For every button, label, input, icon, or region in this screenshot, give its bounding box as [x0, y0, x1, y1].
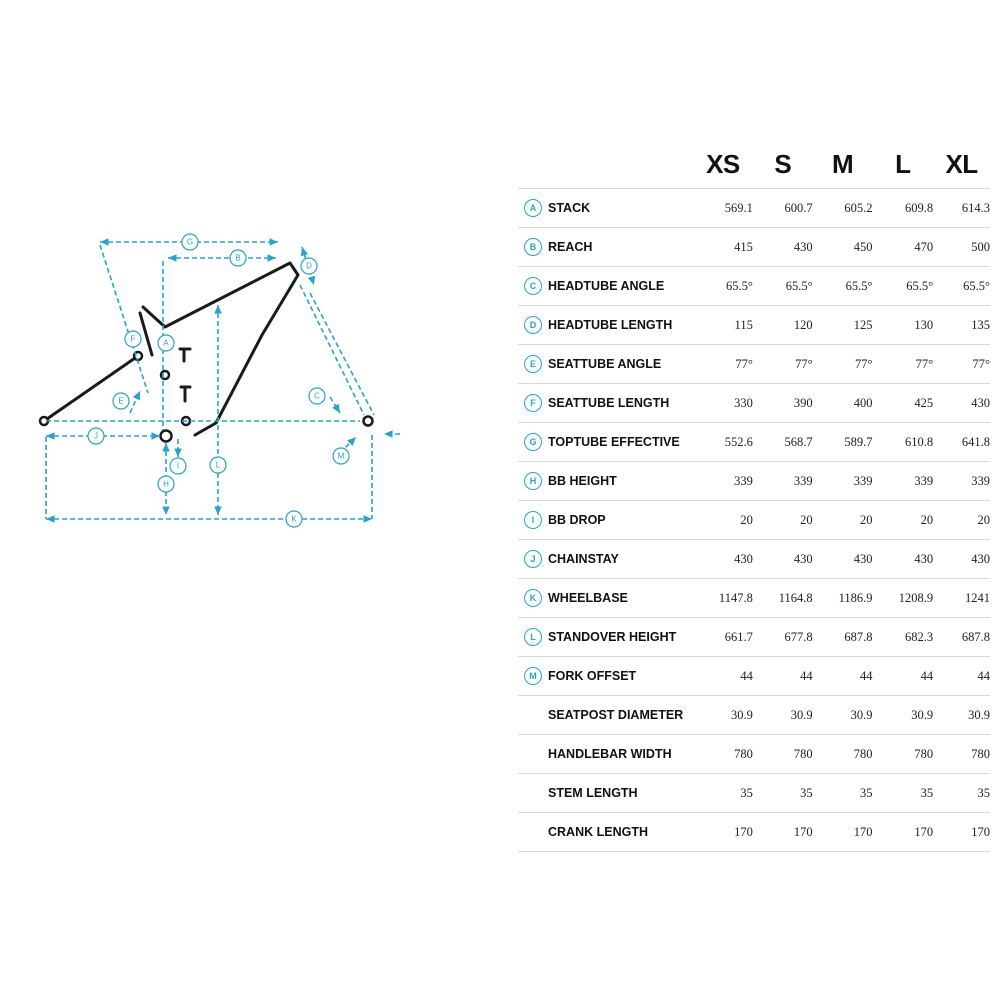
svg-text:M: M	[337, 451, 345, 461]
row-value: 780	[753, 735, 813, 774]
row-label: HANDLEBAR WIDTH	[548, 735, 693, 774]
row-badge-cell	[518, 345, 548, 384]
table-row	[518, 501, 990, 540]
row-label: FORK OFFSET	[548, 657, 693, 696]
dimension-label-h	[158, 476, 174, 492]
table-row	[518, 579, 990, 618]
row-letter-badge	[525, 784, 541, 800]
row-badge-cell	[518, 306, 548, 345]
row-value: 30.9	[753, 696, 813, 735]
row-value: 77°	[933, 345, 990, 384]
row-letter-badge: I	[524, 511, 542, 529]
table-row	[518, 735, 990, 774]
row-value: 780	[693, 735, 753, 774]
row-value: 170	[753, 813, 813, 852]
size-header-s: S	[774, 148, 792, 179]
frame-geometry-diagram	[30, 225, 410, 535]
row-value: 20	[933, 501, 990, 540]
row-value: 35	[693, 774, 753, 813]
row-value: 35	[753, 774, 813, 813]
row-badge-cell	[518, 423, 548, 462]
row-value: 390	[753, 384, 813, 423]
table-row	[518, 696, 990, 735]
row-value: 569.1	[693, 189, 753, 228]
dimension-label-b	[230, 250, 246, 266]
row-value: 77°	[813, 345, 873, 384]
row-value: 780	[933, 735, 990, 774]
row-label: STANDOVER HEIGHT	[548, 618, 693, 657]
row-label: SEATPOST DIAMETER	[548, 696, 693, 735]
row-value: 430	[753, 228, 813, 267]
row-letter-badge: K	[524, 589, 542, 607]
badge-header-cell	[518, 140, 548, 189]
row-label: CHAINSTAY	[548, 540, 693, 579]
table-row	[518, 345, 990, 384]
row-badge-cell	[518, 774, 548, 813]
dimension-label-f	[125, 331, 141, 347]
row-value: 605.2	[813, 189, 873, 228]
row-value: 30.9	[933, 696, 990, 735]
row-value: 130	[872, 306, 933, 345]
svg-text:A: A	[163, 338, 169, 348]
svg-text:H: H	[163, 479, 169, 489]
row-value: 1186.9	[813, 579, 873, 618]
row-letter-badge: J	[524, 550, 542, 568]
table-row	[518, 384, 990, 423]
row-value: 450	[813, 228, 873, 267]
row-value: 609.8	[872, 189, 933, 228]
row-value: 77°	[693, 345, 753, 384]
row-value: 30.9	[813, 696, 873, 735]
row-badge-cell	[518, 540, 548, 579]
row-label: WHEELBASE	[548, 579, 693, 618]
row-value: 65.5°	[813, 267, 873, 306]
row-value: 339	[813, 462, 873, 501]
row-label: BB DROP	[548, 501, 693, 540]
row-value: 661.7	[693, 618, 753, 657]
row-value: 44	[813, 657, 873, 696]
row-value: 115	[693, 306, 753, 345]
dimension-lines	[46, 242, 400, 519]
row-badge-cell	[518, 189, 548, 228]
svg-text:J: J	[94, 431, 98, 441]
row-value: 1208.9	[872, 579, 933, 618]
row-letter-badge: H	[524, 472, 542, 490]
row-value: 339	[693, 462, 753, 501]
table-row	[518, 267, 990, 306]
row-badge-cell	[518, 267, 548, 306]
row-label: REACH	[548, 228, 693, 267]
row-value: 400	[813, 384, 873, 423]
row-letter-badge: F	[524, 394, 542, 412]
row-letter-badge	[525, 745, 541, 761]
row-value: 682.3	[872, 618, 933, 657]
geometry-table	[518, 140, 990, 852]
row-value: 568.7	[753, 423, 813, 462]
size-header-xs: XS	[706, 148, 740, 179]
row-letter-badge: B	[524, 238, 542, 256]
row-value: 339	[753, 462, 813, 501]
row-value: 170	[813, 813, 873, 852]
dimension-label-e	[113, 393, 129, 409]
row-letter-badge	[525, 706, 541, 722]
table-row	[518, 228, 990, 267]
row-label: HEADTUBE LENGTH	[548, 306, 693, 345]
row-value: 430	[693, 540, 753, 579]
row-badge-cell	[518, 228, 548, 267]
row-value: 600.7	[753, 189, 813, 228]
row-value: 44	[693, 657, 753, 696]
row-value: 77°	[753, 345, 813, 384]
svg-text:F: F	[130, 334, 136, 344]
row-badge-cell	[518, 579, 548, 618]
table-row	[518, 813, 990, 852]
svg-text:E: E	[118, 396, 124, 406]
row-letter-badge: M	[524, 667, 542, 685]
row-value: 20	[872, 501, 933, 540]
svg-text:I: I	[176, 461, 180, 471]
row-value: 35	[933, 774, 990, 813]
row-value: 35	[872, 774, 933, 813]
row-value: 170	[872, 813, 933, 852]
row-badge-cell	[518, 462, 548, 501]
row-value: 589.7	[813, 423, 873, 462]
row-value: 330	[693, 384, 753, 423]
table-row	[518, 462, 990, 501]
dimension-label-a	[158, 335, 174, 351]
svg-text:L: L	[215, 460, 221, 470]
size-header-row	[518, 140, 990, 189]
row-value: 120	[753, 306, 813, 345]
row-value: 125	[813, 306, 873, 345]
row-value: 430	[933, 384, 990, 423]
row-value: 610.8	[872, 423, 933, 462]
table-row	[518, 618, 990, 657]
row-value: 44	[872, 657, 933, 696]
row-value: 35	[813, 774, 873, 813]
dimension-label-g	[182, 234, 198, 250]
row-badge-cell	[518, 384, 548, 423]
row-value: 1164.8	[753, 579, 813, 618]
row-value: 30.9	[693, 696, 753, 735]
dimension-label-l	[210, 457, 226, 473]
row-value: 1241	[933, 579, 990, 618]
svg-text:C: C	[314, 391, 320, 401]
row-value: 430	[753, 540, 813, 579]
size-header-xl: XL	[945, 148, 978, 179]
row-label: SEATTUBE ANGLE	[548, 345, 693, 384]
table-row	[518, 423, 990, 462]
table-row	[518, 540, 990, 579]
row-letter-badge: D	[524, 316, 542, 334]
row-badge-cell	[518, 735, 548, 774]
row-label: CRANK LENGTH	[548, 813, 693, 852]
row-value: 430	[872, 540, 933, 579]
row-value: 30.9	[872, 696, 933, 735]
row-value: 415	[693, 228, 753, 267]
row-value: 430	[933, 540, 990, 579]
label-header-cell	[548, 140, 693, 189]
geometry-table-body	[518, 189, 990, 852]
size-header-l: L	[895, 148, 911, 179]
row-value: 430	[813, 540, 873, 579]
row-value: 65.5°	[872, 267, 933, 306]
row-value: 470	[872, 228, 933, 267]
row-letter-badge: C	[524, 277, 542, 295]
row-letter-badge	[525, 823, 541, 839]
table-row	[518, 189, 990, 228]
row-value: 65.5°	[753, 267, 813, 306]
row-value: 65.5°	[933, 267, 990, 306]
row-value: 687.8	[813, 618, 873, 657]
row-letter-badge: L	[524, 628, 542, 646]
size-header-m: M	[831, 148, 854, 179]
row-value: 20	[753, 501, 813, 540]
row-value: 677.8	[753, 618, 813, 657]
row-value: 135	[933, 306, 990, 345]
row-label: SEATTUBE LENGTH	[548, 384, 693, 423]
row-value: 44	[753, 657, 813, 696]
row-value: 780	[813, 735, 873, 774]
dimension-label-i	[170, 458, 186, 474]
row-value: 641.8	[933, 423, 990, 462]
row-value: 339	[872, 462, 933, 501]
svg-text:K: K	[291, 514, 297, 524]
svg-text:D: D	[306, 261, 312, 271]
row-value: 552.6	[693, 423, 753, 462]
row-badge-cell	[518, 501, 548, 540]
row-value: 687.8	[933, 618, 990, 657]
row-value: 614.3	[933, 189, 990, 228]
row-value: 780	[872, 735, 933, 774]
dimension-label-j	[88, 428, 104, 444]
row-value: 170	[693, 813, 753, 852]
table-row	[518, 306, 990, 345]
dimension-label-k	[286, 511, 302, 527]
dimension-label-m	[333, 448, 349, 464]
row-value: 65.5°	[693, 267, 753, 306]
row-letter-badge: E	[524, 355, 542, 373]
row-value: 77°	[872, 345, 933, 384]
row-value: 44	[933, 657, 990, 696]
table-row	[518, 657, 990, 696]
row-badge-cell	[518, 657, 548, 696]
row-label: BB HEIGHT	[548, 462, 693, 501]
row-value: 170	[933, 813, 990, 852]
row-label: STEM LENGTH	[548, 774, 693, 813]
row-letter-badge: A	[524, 199, 542, 217]
row-label: HEADTUBE ANGLE	[548, 267, 693, 306]
row-value: 500	[933, 228, 990, 267]
row-badge-cell	[518, 813, 548, 852]
row-label: STACK	[548, 189, 693, 228]
row-label: TOPTUBE EFFECTIVE	[548, 423, 693, 462]
row-value: 339	[933, 462, 990, 501]
row-value: 20	[693, 501, 753, 540]
dimension-label-c	[309, 388, 325, 404]
svg-text:G: G	[186, 237, 194, 247]
svg-text:B: B	[235, 253, 241, 263]
row-badge-cell	[518, 618, 548, 657]
row-badge-cell	[518, 696, 548, 735]
row-value: 1147.8	[693, 579, 753, 618]
row-value: 20	[813, 501, 873, 540]
dimension-label-d	[301, 258, 317, 274]
row-letter-badge: G	[524, 433, 542, 451]
row-value: 425	[872, 384, 933, 423]
table-row	[518, 774, 990, 813]
